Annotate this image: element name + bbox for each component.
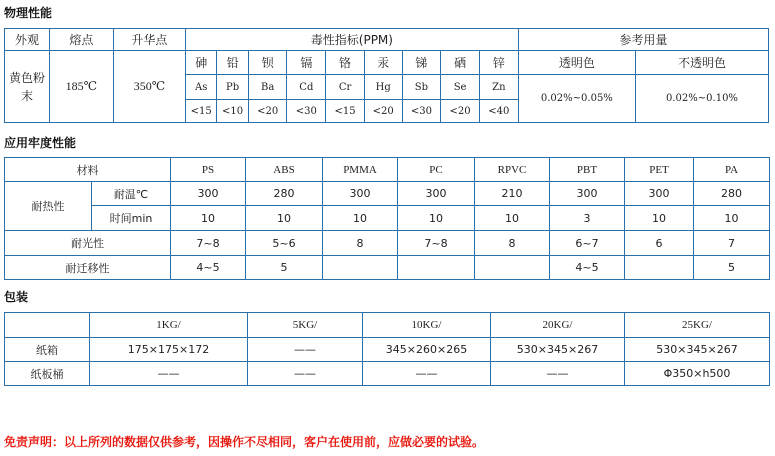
material-header: PET: [625, 158, 694, 182]
element-symbol: Hg: [364, 75, 402, 100]
disclaimer-text: 免责声明：以上所列的数据仅供参考，因操作不尽相同，客户在使用前，应做必要的试验。: [4, 435, 485, 449]
melting-value: 185℃: [49, 51, 113, 123]
package-size-header: 5KG/: [248, 313, 363, 338]
section-title-packaging: 包装: [4, 290, 29, 304]
sublimation-value: 350℃: [113, 51, 185, 123]
light-fastness-label: 耐光性: [5, 231, 171, 256]
light-fastness-value: 8: [475, 231, 550, 256]
appearance-value: 黄色粉末: [5, 51, 50, 123]
element-symbol: Cr: [326, 75, 365, 100]
package-size-header: 20KG/: [491, 313, 625, 338]
drum-dimension: ——: [248, 362, 363, 386]
time-value: 10: [694, 206, 770, 231]
carton-dimension: 175×175×172: [90, 338, 248, 362]
element-symbol: Ba: [248, 75, 287, 100]
time-label: 时间min: [92, 206, 171, 231]
element-symbol: Zn: [479, 75, 518, 100]
carton-dimension: ——: [248, 338, 363, 362]
time-value: 3: [550, 206, 625, 231]
material-header: RPVC: [475, 158, 550, 182]
temperature-value: 280: [246, 182, 323, 206]
package-size-header: 25KG/: [625, 313, 770, 338]
element-symbol: Se: [441, 75, 480, 100]
temperature-value: 300: [625, 182, 694, 206]
element-name: 砷: [186, 51, 217, 75]
element-limit: <20: [364, 100, 402, 123]
element-limit: <20: [248, 100, 287, 123]
header-melting-point: 熔点: [49, 29, 113, 51]
light-fastness-value: 7~8: [398, 231, 475, 256]
dosage-transparent-value: 0.02%~0.05%: [518, 75, 635, 123]
drum-dimension: Φ350×h500: [625, 362, 770, 386]
time-value: 10: [398, 206, 475, 231]
light-fastness-value: 6~7: [550, 231, 625, 256]
carton-dimension: 345×260×265: [363, 338, 491, 362]
light-fastness-value: 8: [323, 231, 398, 256]
migration-value: 4~5: [550, 256, 625, 280]
temperature-value: 300: [323, 182, 398, 206]
carton-dimension: 530×345×267: [491, 338, 625, 362]
element-name: 镉: [287, 51, 326, 75]
temperature-value: 210: [475, 182, 550, 206]
package-size-header: 1KG/: [90, 313, 248, 338]
time-value: 10: [171, 206, 246, 231]
dosage-transparent-label: 透明色: [518, 51, 635, 75]
light-fastness-value: 7: [694, 231, 770, 256]
temperature-value: 300: [398, 182, 475, 206]
time-value: 10: [475, 206, 550, 231]
time-value: 10: [246, 206, 323, 231]
header-material: 材料: [5, 158, 171, 182]
section-title-fastness: 应用牢度性能: [4, 136, 77, 150]
migration-value: 5: [246, 256, 323, 280]
element-limit: <30: [402, 100, 441, 123]
element-symbol: As: [186, 75, 217, 100]
time-value: 10: [323, 206, 398, 231]
element-name: 钡: [248, 51, 287, 75]
migration-value: 5: [694, 256, 770, 280]
package-size-header: 10KG/: [363, 313, 491, 338]
element-limit: <40: [479, 100, 518, 123]
physical-properties-table: [4, 28, 769, 123]
material-header: ABS: [246, 158, 323, 182]
section-title-physical: 物理性能: [4, 6, 53, 20]
dosage-opaque-value: 0.02%~0.10%: [635, 75, 768, 123]
drum-dimension: ——: [491, 362, 625, 386]
element-limit: <15: [326, 100, 365, 123]
element-limit: <20: [441, 100, 480, 123]
element-name: 铅: [217, 51, 248, 75]
element-name: 汞: [364, 51, 402, 75]
drum-dimension: ——: [363, 362, 491, 386]
fastness-table: [4, 157, 770, 280]
migration-resistance-label: 耐迁移性: [5, 256, 171, 280]
carton-dimension: 530×345×267: [625, 338, 770, 362]
dosage-opaque-label: 不透明色: [635, 51, 768, 75]
temperature-label: 耐温℃: [92, 182, 171, 206]
temperature-value: 280: [694, 182, 770, 206]
header-sublimation-point: 升华点: [113, 29, 185, 51]
migration-value: [323, 256, 398, 280]
migration-value: [625, 256, 694, 280]
material-header: PBT: [550, 158, 625, 182]
migration-value: 4~5: [171, 256, 246, 280]
element-symbol: Cd: [287, 75, 326, 100]
element-symbol: Pb: [217, 75, 248, 100]
element-name: 锌: [479, 51, 518, 75]
temperature-value: 300: [171, 182, 246, 206]
migration-value: [398, 256, 475, 280]
material-header: PA: [694, 158, 770, 182]
light-fastness-value: 6: [625, 231, 694, 256]
carton-label: 纸箱: [5, 338, 90, 362]
element-name: 锑: [402, 51, 441, 75]
header-appearance: 外观: [5, 29, 50, 51]
material-header: PC: [398, 158, 475, 182]
paper-drum-label: 纸板桶: [5, 362, 90, 386]
time-value: 10: [625, 206, 694, 231]
packaging-table: [4, 312, 770, 386]
element-symbol: Sb: [402, 75, 441, 100]
drum-dimension: ——: [90, 362, 248, 386]
element-limit: <30: [287, 100, 326, 123]
temperature-value: 300: [550, 182, 625, 206]
light-fastness-value: 5~6: [246, 231, 323, 256]
element-name: 硒: [441, 51, 480, 75]
material-header: PS: [171, 158, 246, 182]
packaging-corner: [5, 313, 90, 338]
material-header: PMMA: [323, 158, 398, 182]
element-name: 铬: [326, 51, 365, 75]
heat-resistance-label: 耐热性: [5, 182, 92, 231]
migration-value: [475, 256, 550, 280]
element-limit: <10: [217, 100, 248, 123]
header-dosage: 参考用量: [518, 29, 768, 51]
header-toxicity: 毒性指标(PPM): [186, 29, 519, 51]
element-limit: <15: [186, 100, 217, 123]
light-fastness-value: 7~8: [171, 231, 246, 256]
